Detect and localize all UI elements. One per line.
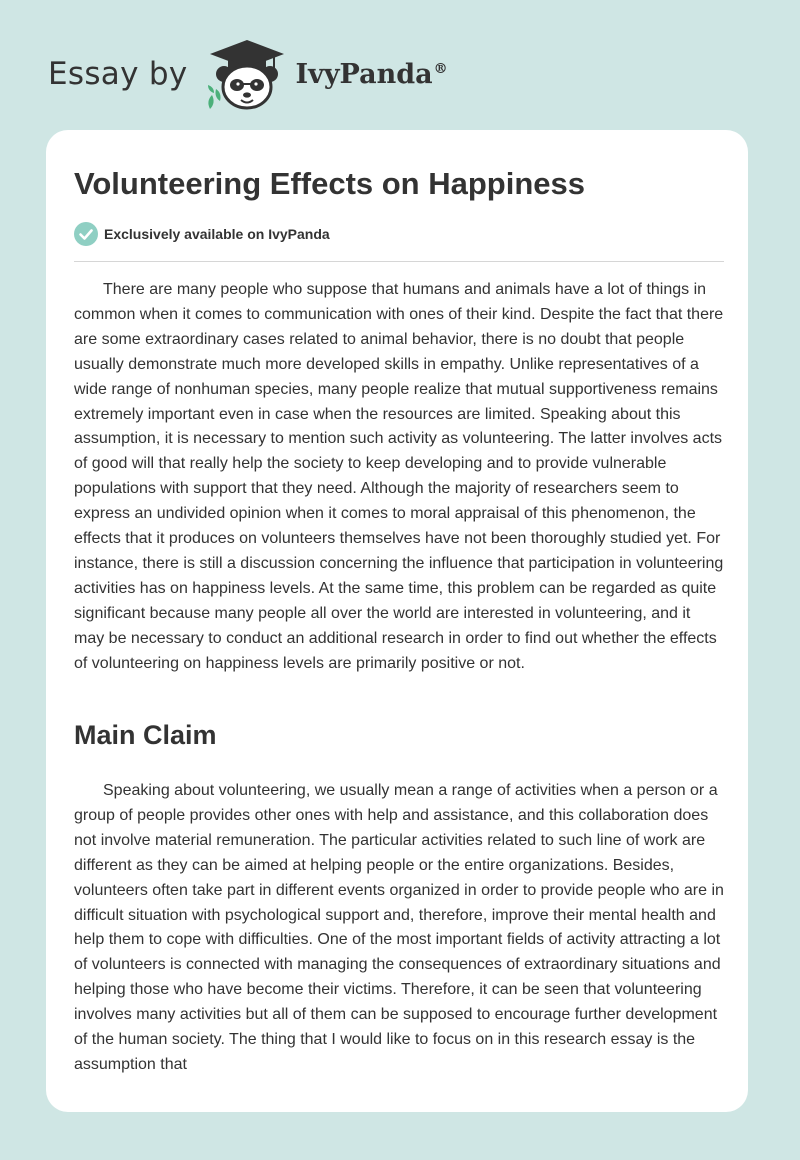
essay-card bbox=[46, 130, 748, 1112]
exclusive-badge-text: Exclusively available on IvyPanda bbox=[104, 226, 330, 242]
essay-title: Volunteering Effects on Happiness bbox=[74, 166, 586, 201]
essay-paragraph-1: There are many people who suppose that humans and animals have a lot of things in common when it comes to communication with ones of their kind. Despite the fact that there are some extraordinary cases related to animal behavior, there is no doubt that people usually demonstrate much more developed skills in empathy. Unlike representatives of a wide range of nonhuman species, many people realize that mutual supportiveness remains extremely important even in case when the resources are limited. Speaking about this assumption, it is necessary to mention such activity as volunteering. The latter involves acts of good will that really help the society to keep developing and to provide vulnerable populations with support that they need. Although the majority of researchers seem to express an undivided opinion when it comes to moral appraisal of this phenomenon, the effects that it produces on volunteers themselves have not been thoroughly studied yet. For instance, there is still a discussion concerning the influence that participation in volunteering activities has on happiness levels. At the same time, this problem can be regarded as quite significant because many people all over the world are interested in volunteering, and it may be necessary to conduct an additional research in order to find out whether the effects of volunteering on happiness levels are primarily positive or not. bbox=[74, 281, 724, 672]
essay-paragraph-2: Speaking about volunteering, we usually mean a range of activities when a person or a group of people provides other ones with help and assistance, and this collaboration does not involve material remuneration. The particular activities related to such line of work are different as they can be aimed at helping people or the entire organizations. Besides, volunteers often take part in different events organized in order to provide people who are in difficult situation with psychological support and, therefore, improve their mental health and help them to cope with difficulties. One of the most important fields of activity attracting a lot of volunteers is connected with managing the consequences of extraordinary situations and helping those who have become their victims. Therefore, it can be seen that volunteering involves many activities but all of them can be supposed to encourage further development of the human society. The thing that I would like to focus on in this research essay is the assumption that bbox=[74, 782, 724, 1073]
brand-name: IvyPanda® bbox=[295, 58, 448, 90]
section-heading-main-claim: Main Claim bbox=[74, 720, 217, 750]
brand-header[interactable] bbox=[48, 34, 448, 114]
brand-prefix: Essay by bbox=[48, 55, 188, 92]
check-circle-icon bbox=[74, 222, 98, 246]
exclusive-badge bbox=[74, 222, 330, 246]
divider bbox=[74, 261, 724, 262]
registered-mark: ® bbox=[433, 60, 448, 77]
panda-graduate-logo-icon bbox=[202, 37, 292, 111]
